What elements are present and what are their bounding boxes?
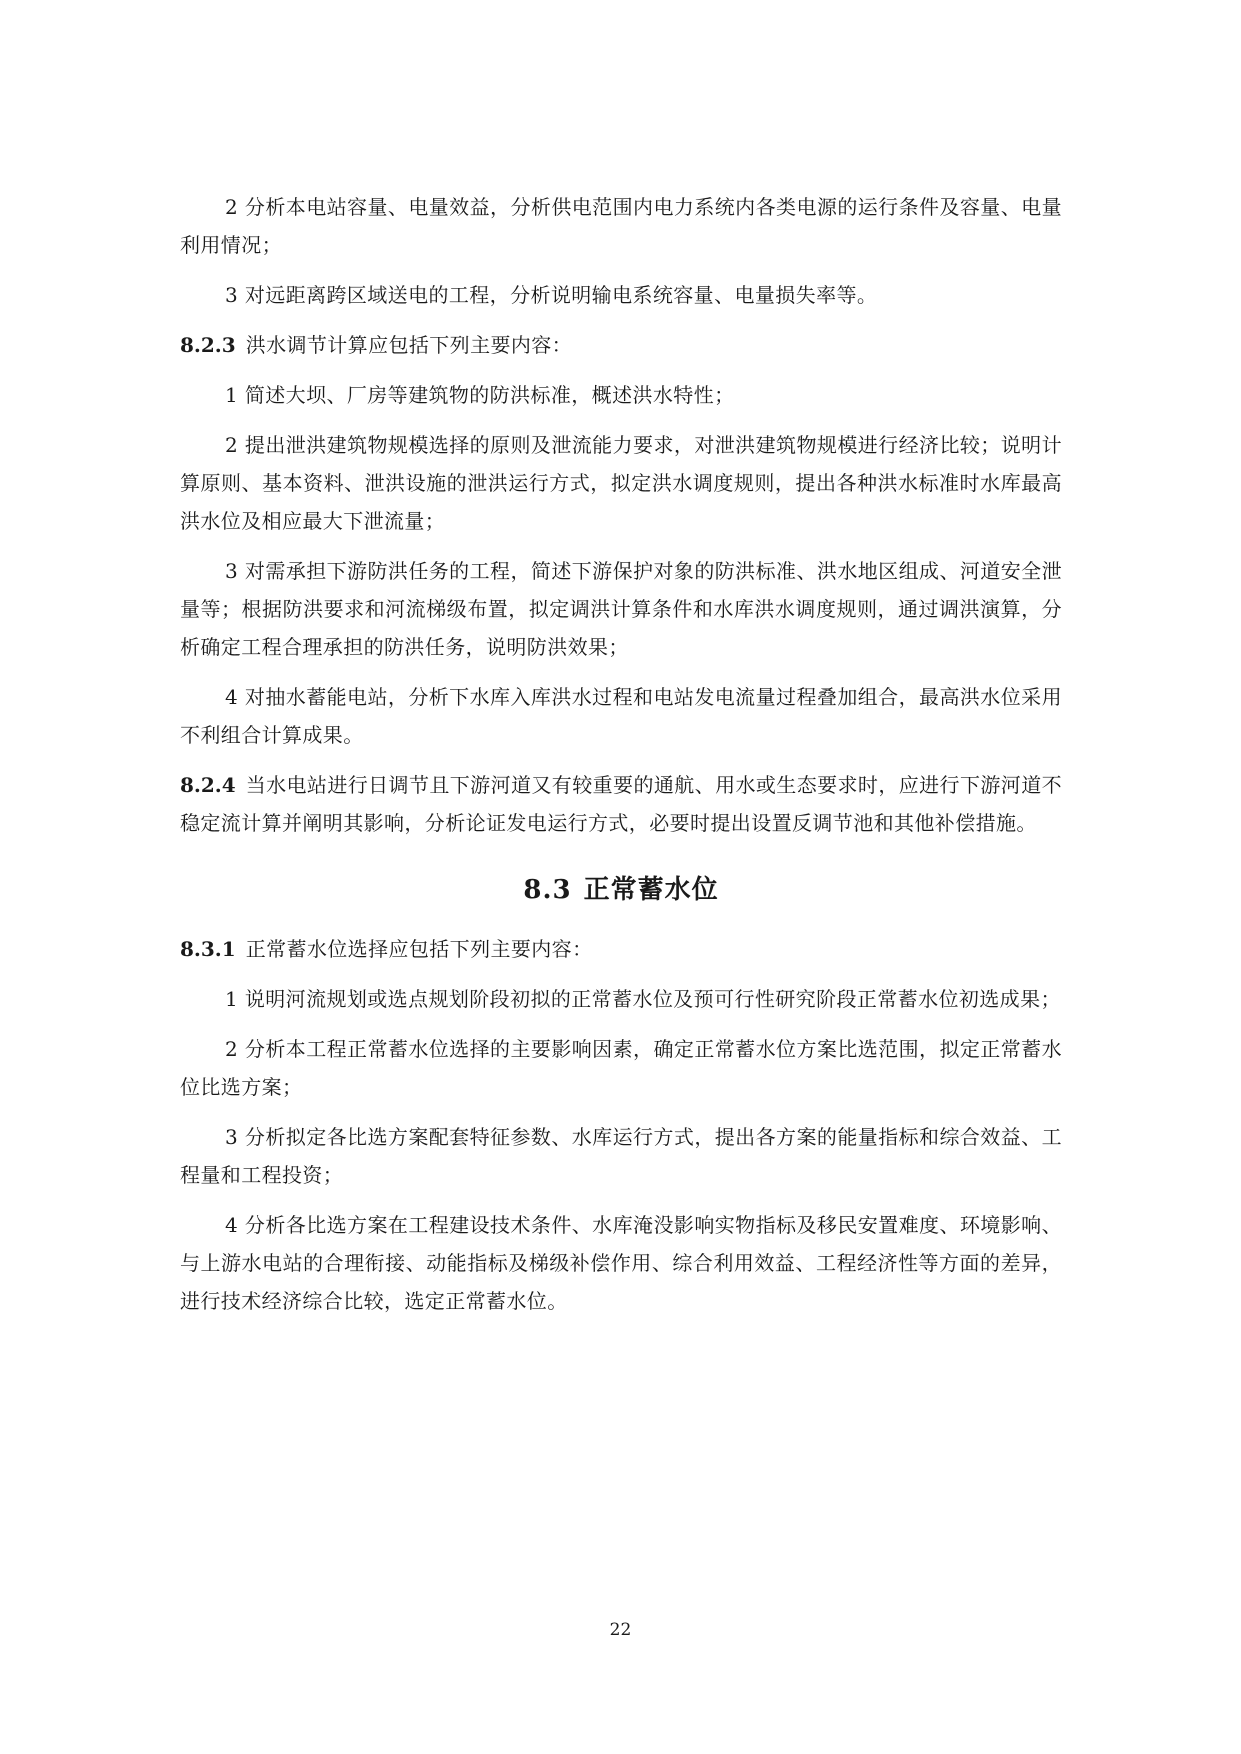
section-title: 正常蓄水位: [583, 875, 719, 905]
clause-8-3-1-item-1: 1 说明河流规划或选点规划阶段初拟的正常蓄水位及预可行性研究阶段正常蓄水位初选成果；: [225, 987, 1061, 1011]
clause-8-2-3: [180, 326, 1062, 364]
section-heading-8-3: [180, 872, 1062, 908]
paragraph-item-3-transmission: 3 对远距离跨区域送电的工程，分析说明输电系统容量、电量损失率等。: [225, 283, 878, 307]
clause-number: 8.2.3: [180, 333, 236, 357]
clause-text: 当水电站进行日调节且下游河道又有较重要的通航、用水或生态要求时，应进行下游河道不稳定流计算并阐明其影响，分析论证发电运行方式，必要时提出设置反调节池和其他补偿措施。: [180, 773, 1062, 835]
section-number: 8.3: [523, 875, 572, 905]
clause-8-2-4: [180, 766, 1062, 842]
clause-8-2-3-item-3: 3 对需承担下游防洪任务的工程，简述下游保护对象的防洪标准、洪水地区组成、河道安全泄量等；根据防洪要求和河流梯级布置，拟定调洪计算条件和水库洪水调度规则，通过调洪演算，分析确定工程合理承担的防洪任务，说明防洪效果；: [180, 559, 1062, 659]
clause-8-2-3-item-4: 4 对抽水蓄能电站，分析下水库入库洪水过程和电站发电流量过程叠加组合，最高洪水位采用不利组合计算成果。: [180, 685, 1062, 747]
clause-8-3-1: [180, 930, 1062, 968]
clause-intro: 正常蓄水位选择应包括下列主要内容：: [245, 937, 593, 961]
paragraph-item-2-capacity: 2 分析本电站容量、电量效益，分析供电范围内电力系统内各类电源的运行条件及容量、电量利用情况；: [180, 195, 1062, 257]
page-number: 22: [609, 1620, 632, 1640]
clause-number: 8.3.1: [180, 937, 236, 961]
clause-8-3-1-item-2: 2 分析本工程正常蓄水位选择的主要影响因素，确定正常蓄水位方案比选范围，拟定正常蓄水位比选方案；: [180, 1037, 1062, 1099]
page-content: [180, 188, 1062, 1320]
clause-8-3-1-item-3: 3 分析拟定各比选方案配套特征参数、水库运行方式，提出各方案的能量指标和综合效益、工程量和工程投资；: [180, 1125, 1062, 1187]
clause-intro: 洪水调节计算应包括下列主要内容：: [245, 333, 573, 357]
clause-number: 8.2.4: [180, 773, 236, 797]
clause-8-2-3-item-2: 2 提出泄洪建筑物规模选择的原则及泄流能力要求，对泄洪建筑物规模进行经济比较；说明计算原则、基本资料、泄洪设施的泄洪运行方式，拟定洪水调度规则，提出各种洪水标准时水库最高洪水位及相应最大下泄流量；: [180, 433, 1062, 533]
clause-8-2-3-item-1: 1 简述大坝、厂房等建筑物的防洪标准，概述洪水特性；: [225, 383, 735, 407]
clause-8-3-1-item-4: 4 分析各比选方案在工程建设技术条件、水库淹没影响实物指标及移民安置难度、环境影响、与上游水电站的合理衔接、动能指标及梯级补偿作用、综合利用效益、工程经济性等方面的差异，进行技术经济综合比较，选定正常蓄水位。: [180, 1213, 1062, 1313]
